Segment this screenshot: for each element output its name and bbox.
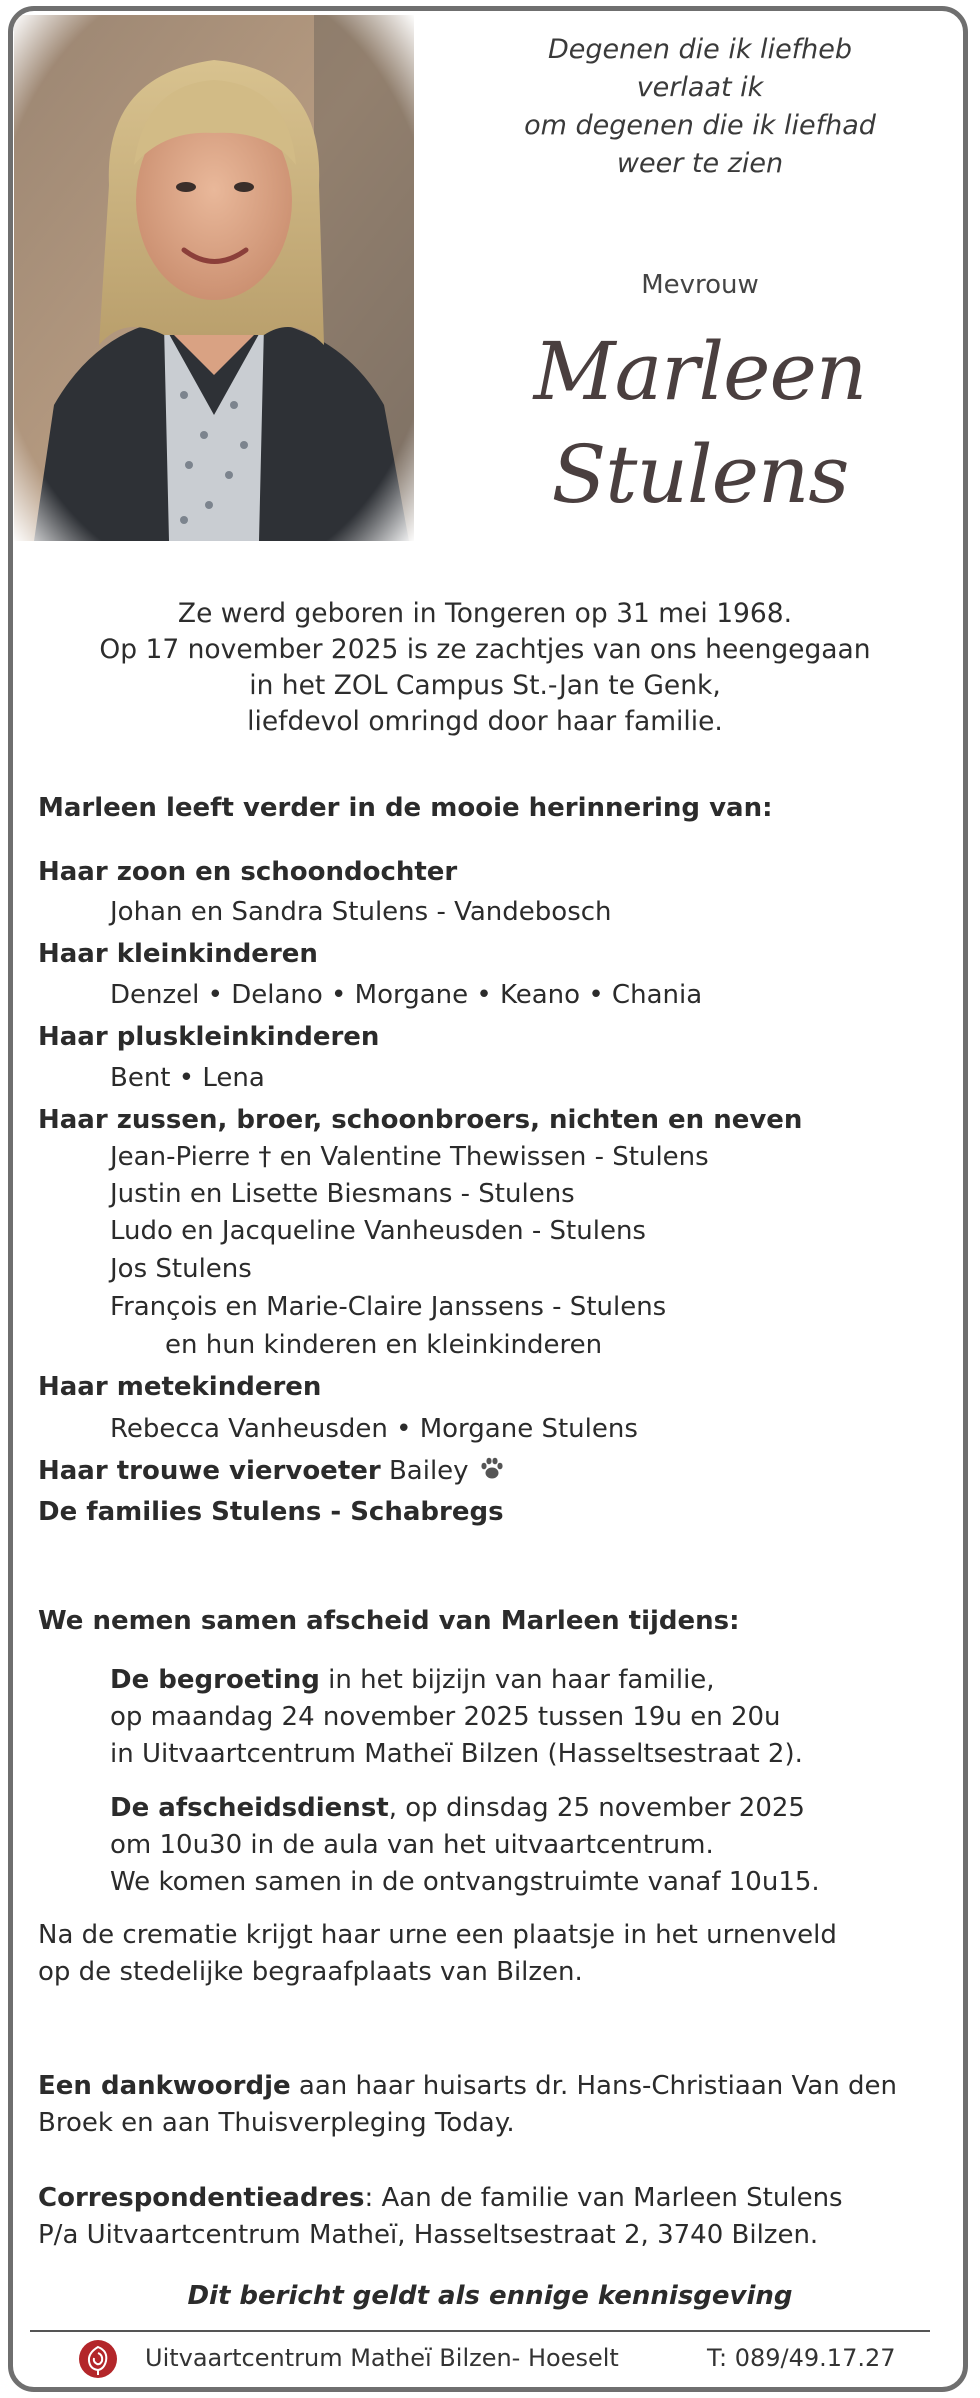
- service-line: om 10u30 in de aula van het uitvaartcentrum.: [110, 1830, 714, 1860]
- group-line: Bent • Lena: [110, 1063, 265, 1093]
- group-heading: Haar metekinderen: [38, 1372, 322, 1402]
- service-line: [110, 1793, 805, 1823]
- paw-icon: [479, 1455, 505, 1488]
- greeting-label: De begroeting: [110, 1665, 320, 1695]
- last-name: Stulens: [551, 428, 849, 521]
- group-line: en hun kinderen en kleinkinderen: [165, 1330, 603, 1360]
- birth-death-intro: [20, 596, 950, 740]
- intro-line: liefdevol omringd door haar familie.: [247, 706, 723, 737]
- poem-line: om degenen die ik liefhad: [524, 110, 876, 141]
- group-heading: Haar kleinkinderen: [38, 939, 318, 969]
- group-heading: Haar zussen, broer, schoonbroers, nichten en neven: [38, 1105, 803, 1135]
- greeting-line: op maandag 24 november 2025 tussen 19u en 20u: [110, 1702, 781, 1732]
- footer-divider: [30, 2330, 930, 2332]
- correspondence-line: [38, 2183, 843, 2213]
- group-line: Johan en Sandra Stulens - Vandebosch: [110, 897, 612, 927]
- correspondence-text: : Aan de familie van Marleen Stulens: [364, 2183, 843, 2213]
- honorific: Mevrouw: [641, 270, 759, 300]
- portrait-photo: [14, 15, 414, 541]
- service-line: We komen samen in de ontvangstruimte vanaf 10u15.: [110, 1867, 820, 1897]
- rose-logo-icon: [78, 2339, 118, 2383]
- thanks-line: Broek en aan Thuisverpleging Today.: [38, 2108, 515, 2138]
- service-label: De afscheidsdienst: [110, 1793, 389, 1823]
- group-heading: Haar pluskleinkinderen: [38, 1022, 380, 1052]
- group-heading: Haar zoon en schoondochter: [38, 857, 458, 887]
- poem-line: verlaat ik: [636, 72, 764, 103]
- group-line: Jean-Pierre † en Valentine Thewissen - Stulens: [110, 1142, 709, 1172]
- correspondence-line: P/a Uitvaartcentrum Matheï, Hasseltsestraat 2, 3740 Bilzen.: [38, 2220, 819, 2250]
- notice: Dit bericht geldt als ennige kennisgeving: [187, 2281, 793, 2311]
- group-line: Denzel • Delano • Morgane • Keano • Chania: [110, 980, 703, 1010]
- greeting-text: in het bijzijn van haar familie,: [319, 1665, 715, 1695]
- greeting-line: in Uitvaartcentrum Matheï Bilzen (Hasseltsestraat 2).: [110, 1739, 803, 1769]
- families-line: De families Stulens - Schabregs: [38, 1497, 504, 1527]
- pet-name: Bailey: [388, 1456, 469, 1486]
- thanks-text: aan haar huisarts dr. Hans-Christiaan Van den: [290, 2071, 897, 2101]
- service-text: , op dinsdag 25 november 2025: [388, 1793, 805, 1823]
- intro-line: Ze werd geboren in Tongeren op 31 mei 1968.: [177, 598, 793, 629]
- poem-line: Degenen die ik liefheb: [547, 34, 853, 65]
- group-line: Rebecca Vanheusden • Morgane Stulens: [110, 1414, 638, 1444]
- footer-company: Uitvaartcentrum Matheï Bilzen- Hoeselt: [145, 2344, 619, 2372]
- farewell-heading: We nemen samen afscheid van Marleen tijdens:: [38, 1606, 740, 1636]
- pet-line: [38, 1455, 505, 1488]
- thanks-label: Een dankwoordje: [38, 2071, 291, 2101]
- group-line: Justin en Lisette Biesmans - Stulens: [110, 1179, 575, 1209]
- group-line: Jos Stulens: [110, 1254, 252, 1284]
- first-name: Marleen: [533, 325, 867, 418]
- group-line: Ludo en Jacqueline Vanheusden - Stulens: [110, 1216, 646, 1246]
- correspondence-label: Correspondentieadres: [38, 2183, 365, 2213]
- poem-line: weer te zien: [616, 148, 784, 179]
- group-line: François en Marie-Claire Janssens - Stulens: [110, 1292, 667, 1322]
- greeting-line: [110, 1665, 715, 1695]
- survivors-heading: Marleen leeft verder in de mooie herinnering van:: [38, 793, 773, 823]
- cremation-line: Na de crematie krijgt haar urne een plaatsje in het urnenveld: [38, 1920, 837, 1950]
- pet-label: Haar trouwe viervoeter: [38, 1456, 381, 1486]
- thanks-line: [38, 2071, 897, 2101]
- intro-line: Op 17 november 2025 is ze zachtjes van ons heengegaan: [99, 634, 871, 665]
- footer-phone: T: 089/49.17.27: [707, 2344, 896, 2372]
- cremation-line: op de stedelijke begraafplaats van Bilzen.: [38, 1957, 583, 1987]
- intro-line: in het ZOL Campus St.-Jan te Genk,: [249, 670, 721, 701]
